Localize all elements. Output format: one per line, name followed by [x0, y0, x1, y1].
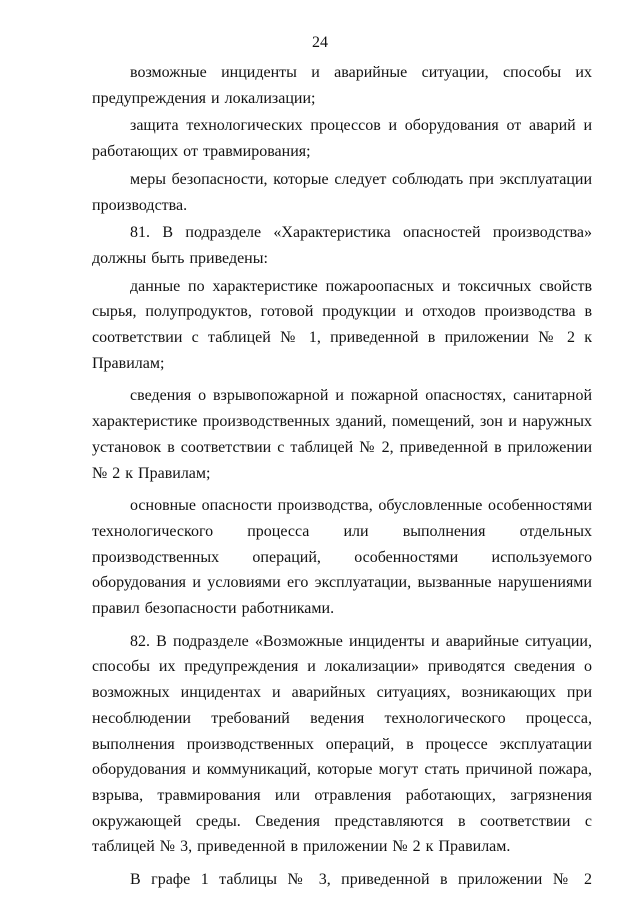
page-number: 24	[312, 34, 328, 51]
paragraph-main-hazards-item: основные опасности производства, обусловленные особенностями технологического процесса или выполнения отдельных производственных операций, особенностями используемого оборудования и условиями его эксплуатации, вызванные нарушениями правил безопасности работниками.	[92, 497, 592, 618]
paragraph-safety-measures-item: меры безопасности, которые следует соблюдать при эксплуатации производства.	[92, 170, 592, 214]
paragraph-section-81: 81. В подразделе «Характеристика опасностей производства» должны быть приведены:	[92, 224, 592, 267]
paragraph-explosion-fire-hazard-item: сведения о взрывопожарной и пожарной опасностях, санитарной характеристике производственных зданий, помещений, зон и наружных установок в соответствии с таблицей № 2, приведенной в приложении № 2 к Правилам;	[92, 387, 592, 482]
paragraph-incidents-item: возможные инциденты и аварийные ситуации, способы их предупреждения и локализации;	[92, 64, 592, 107]
paragraph-section-82: 82. В подразделе «Возможные инциденты и аварийные ситуации, способы их предупреждения и локализации» приводятся сведения о возможных инцидентах и аварийных ситуациях, возникающих при несоблюдении требований ведения технологического процесса, выполнения производственных операций, в процессе эксплуатации оборудования и коммуникаций, которые могут стать причиной пожара, взрыва, травмирования или отравления работающих, загрязнения окружающей среды. Сведения представляются в соответствии с таблицей № 3, приведенной в приложении № 2 к Правилам.	[92, 632, 592, 856]
paragraph-column-1-partial: В графе 1 таблицы № 3, приведенной в приложении № 2	[130, 871, 592, 889]
document-body	[92, 60, 592, 904]
paragraph-fire-toxic-data-item: данные по характеристике пожароопасных и токсичных свойств сырья, полупродуктов, готовой продукции и отходов производства в соответствии с таблицей № 1, приведенной в приложении № 2 к Правилам;	[92, 277, 592, 372]
paragraph-protection-item: защита технологических процессов и оборудования от аварий и работающих от травмирования;	[92, 117, 592, 161]
